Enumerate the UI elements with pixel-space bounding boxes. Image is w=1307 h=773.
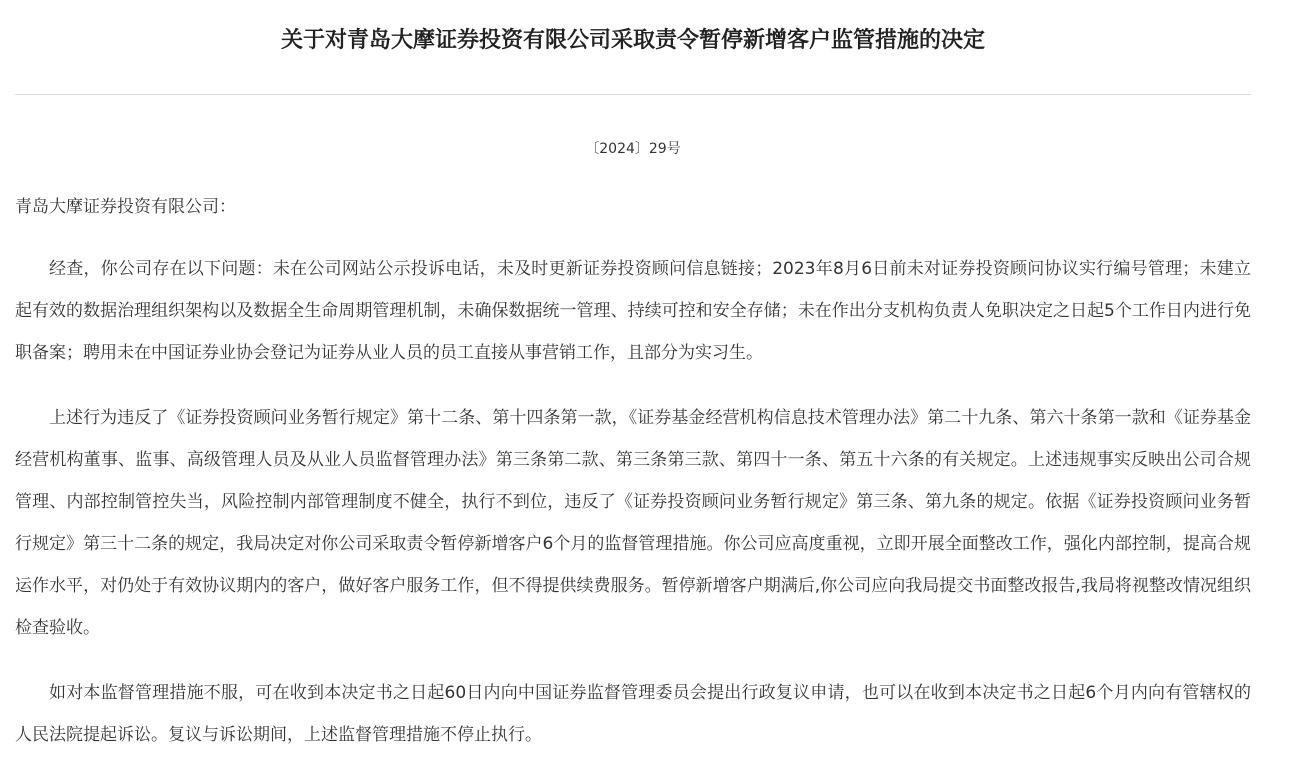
body-paragraph-decision: 上述行为违反了《证券投资顾问业务暂行规定》第十二条、第十四条第一款，《证券基金经营机构信息技术管理办法》第二十九条、第六十条第一款和《证券基金经营机构董事、监事、高级管理人员及从业人员监督管理办法》第三条第二款、第三条第三款、第四十一条、第五十六条的有关规定。上述违规事实反映出公司合规管理、内部控制管控失当，风险控制内部管理制度不健全，执行不到位，违反了《证券投资顾问业务暂行规定》第三条、第九条的规定。依据《证券投资顾问业务暂行规定》第三十二条的规定，我局决定对你公司采取责令暂停新增客户6个月的监督管理措施。你公司应高度重视，立即开展全面整改工作，强化内部控制，提高合规运作水平，对仍处于有效协议期内的客户，做好客户服务工作，但不得提供续费服务。暂停新增客户期满后,你公司应向我局提交书面整改报告,我局将视整改情况组织检查验收。 [15,408,1251,638]
addressee: 青岛大摩证券投资有限公司： [15,197,236,217]
document-title: 关于对青岛大摩证券投资有限公司采取责令暂停新增客户监管措施的决定 [280,28,985,53]
document-page [15,0,1251,756]
document-number: 〔2024〕29号 [585,141,681,157]
title-divider [15,94,1251,95]
body-paragraph-findings: 经查，你公司存在以下问题：未在公司网站公示投诉电话，未及时更新证券投资顾问信息链接；2023年8月6日前未对证券投资顾问协议实行编号管理；未建立起有效的数据治理组织架构以及数据全生命周期管理机制，未确保数据统一管理、持续可控和安全存储；未在作出分支机构负责人免职决定之日起5个工作日内进行免职备案；聘用未在中国证券业协会登记为证券从业人员的员工直接从事营销工作，且部分为实习生。 [15,259,1251,363]
body-paragraph-appeal: 如对本监督管理措施不服，可在收到本决定书之日起60日内向中国证券监督管理委员会提出行政复议申请，也可以在收到本决定书之日起6个月内向有管辖权的人民法院提起诉讼。复议与诉讼期间，上述监督管理措施不停止执行。 [15,683,1251,745]
